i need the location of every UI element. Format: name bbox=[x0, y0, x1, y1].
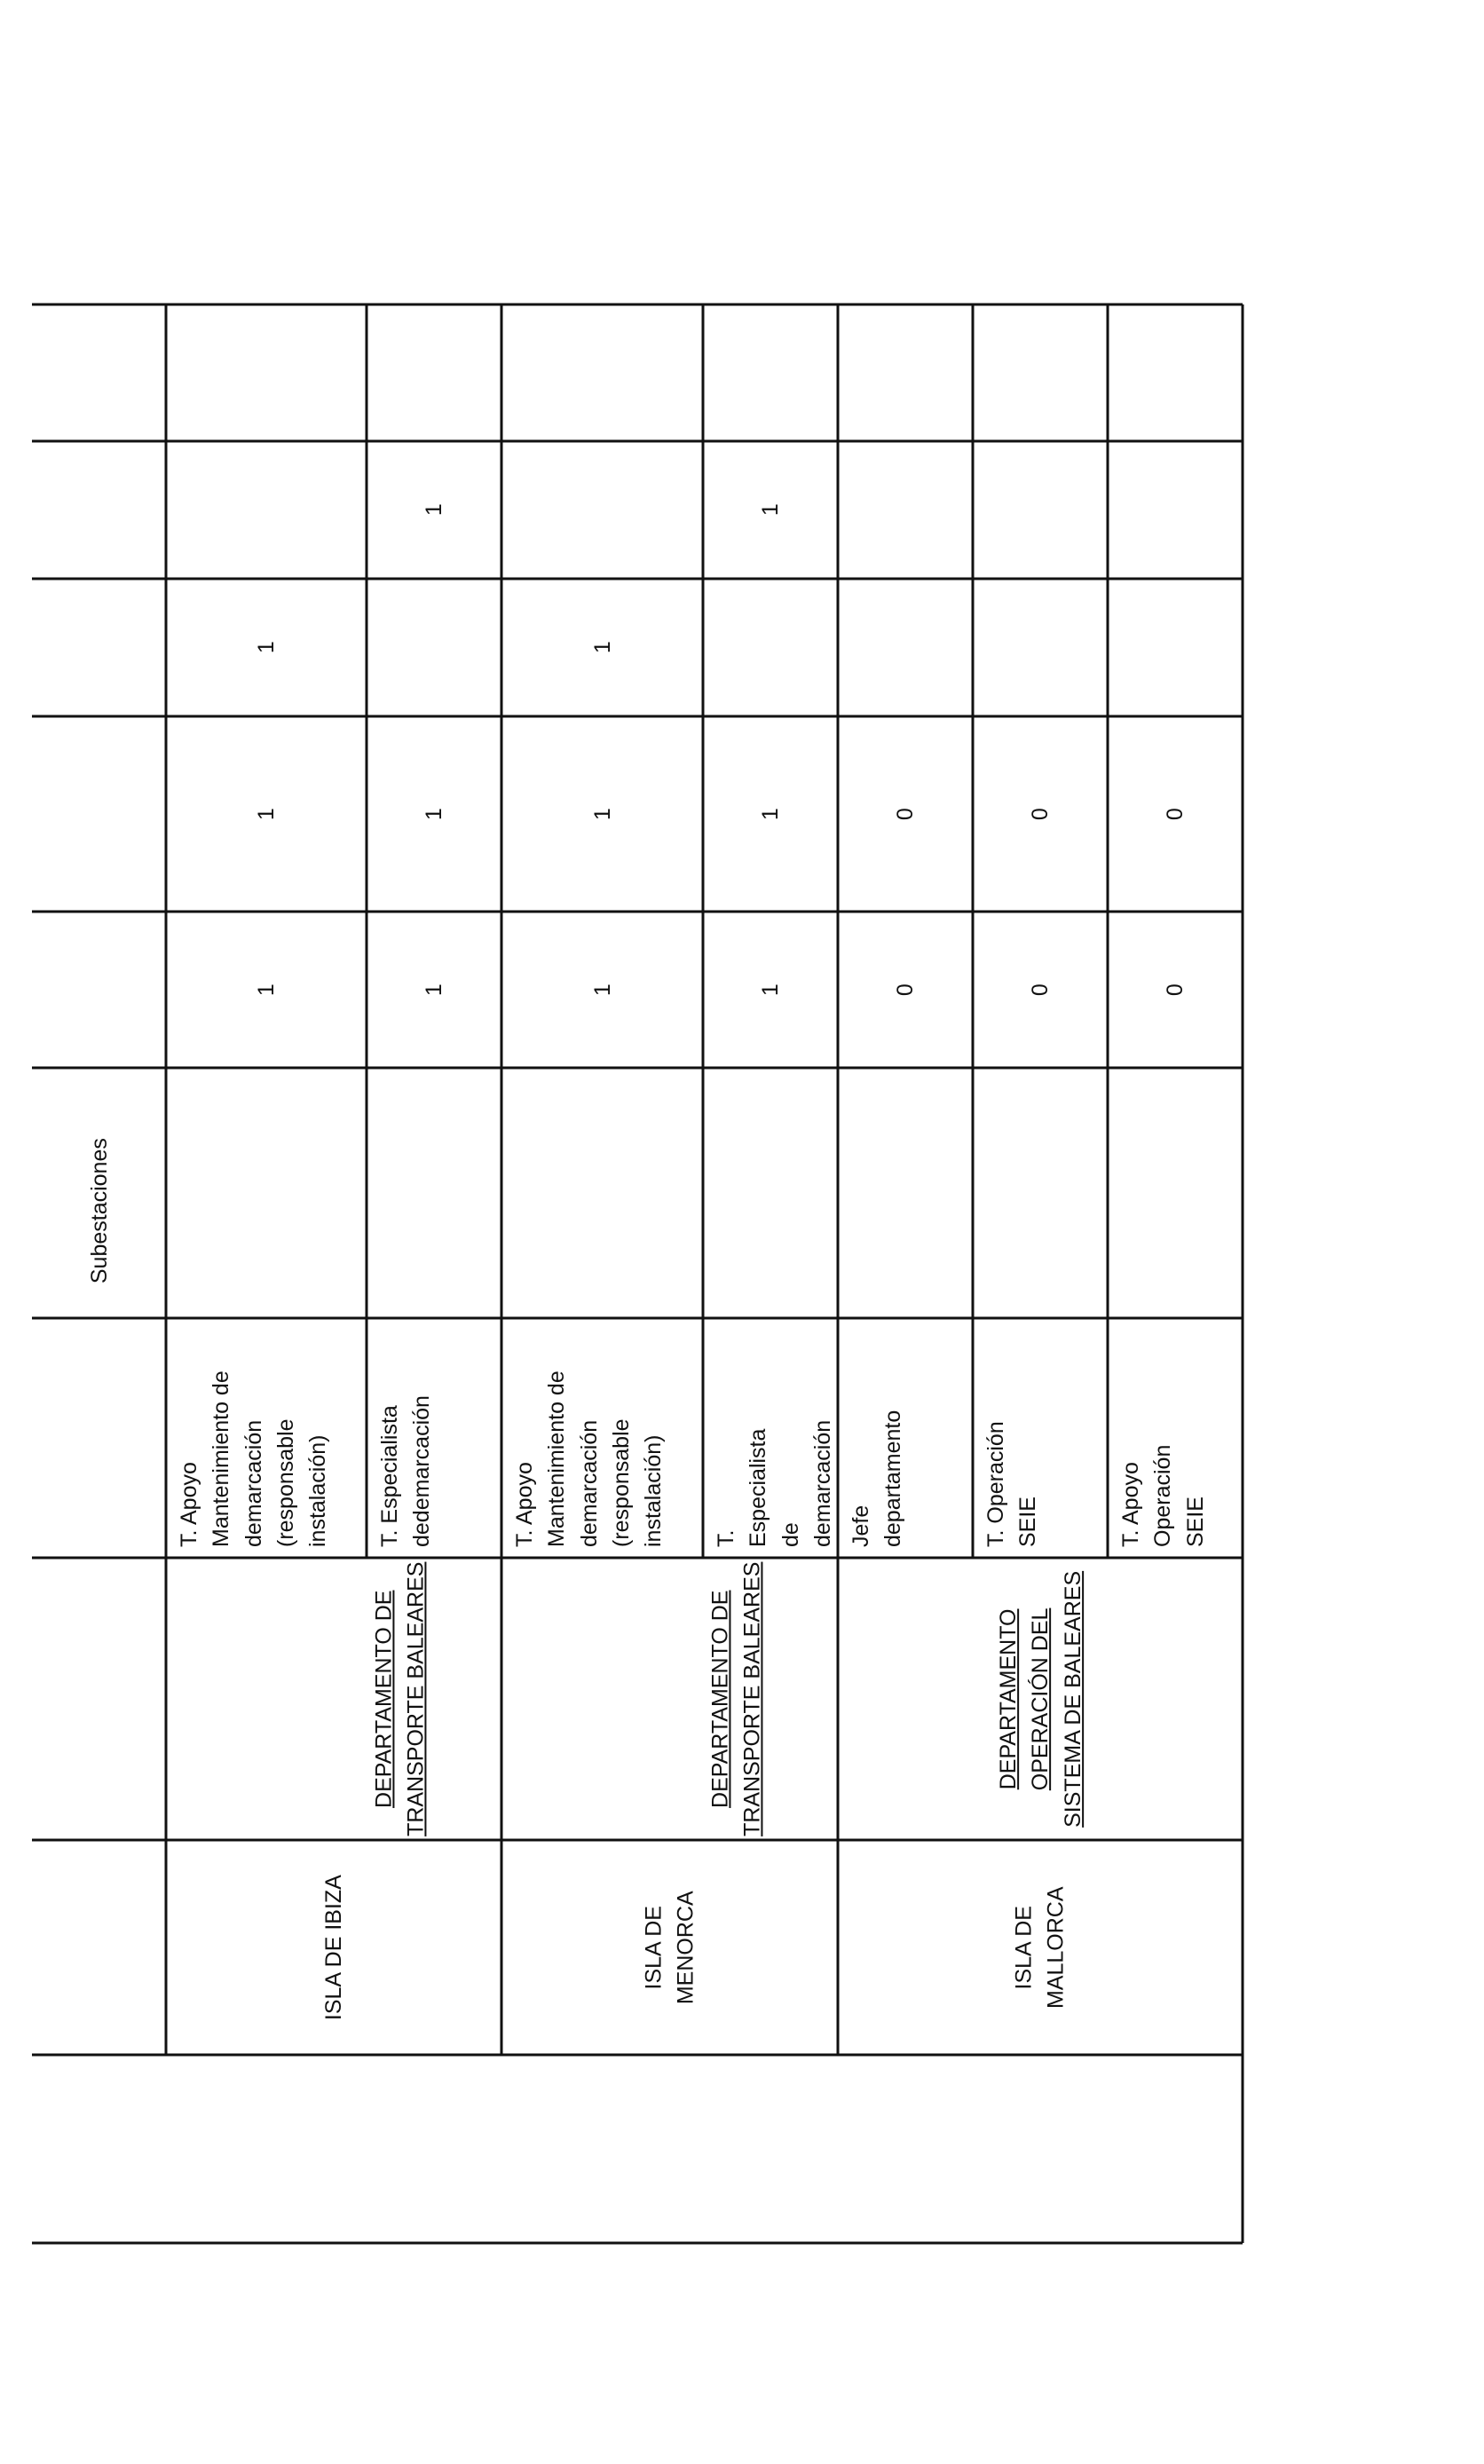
department-1-line1: DEPARTAMENTO DE bbox=[371, 1590, 397, 1808]
role-cell bbox=[166, 1318, 367, 1558]
value-number: 0 bbox=[1162, 808, 1188, 820]
value-number: 1 bbox=[421, 983, 446, 996]
department-3-line1: DEPARTAMENTO bbox=[995, 1608, 1021, 1789]
value-number: 1 bbox=[421, 503, 446, 517]
value-number: 1 bbox=[589, 808, 615, 820]
island-mallorca-line1: ISLA DE bbox=[1011, 1905, 1037, 1990]
department-1-cell bbox=[166, 1558, 501, 1840]
island-ibiza-label: ISLA DE IBIZA bbox=[320, 1875, 346, 2020]
value-cell-c2 bbox=[973, 716, 1108, 912]
value-number: 1 bbox=[757, 808, 783, 820]
department-2-line2: TRANSPORTE BALEARES bbox=[739, 1561, 765, 1836]
role-cell bbox=[838, 1318, 973, 1558]
value-cell-c1 bbox=[166, 912, 367, 1068]
value-number: 0 bbox=[1027, 808, 1053, 820]
value-number: 0 bbox=[892, 808, 918, 820]
value-cell-c3 bbox=[501, 579, 703, 716]
value-cell-c3 bbox=[367, 579, 501, 716]
department-2-line1: DEPARTAMENTO DE bbox=[707, 1590, 733, 1808]
island-mallorca-cell bbox=[838, 1840, 1243, 2055]
value-cell-c2 bbox=[501, 716, 703, 912]
role-label-line: Mantenimiento de bbox=[544, 1370, 570, 1547]
role-label-line: Jefe departamento bbox=[849, 1410, 906, 1547]
island-menorca-cell bbox=[501, 1840, 838, 2055]
value-cell-c1 bbox=[973, 912, 1108, 1068]
department-3-line2: OPERACIÓN DEL bbox=[1027, 1607, 1053, 1790]
value-cell-c4 bbox=[703, 441, 838, 579]
value-cell-c4 bbox=[166, 441, 367, 579]
value-cell-c1 bbox=[501, 912, 703, 1068]
header-subestaciones-cell bbox=[32, 1068, 166, 1318]
value-cell-c1 bbox=[367, 912, 501, 1068]
value-cell-c2 bbox=[1108, 716, 1243, 912]
island-mallorca-line2: MALLORCA bbox=[1043, 1886, 1069, 2009]
value-number: 1 bbox=[253, 808, 279, 820]
header-subestaciones: Subestaciones bbox=[86, 1137, 112, 1284]
role-label-line: demarcación bbox=[576, 1419, 602, 1547]
value-cell-c2 bbox=[166, 716, 367, 912]
value-cell-c3 bbox=[703, 579, 838, 716]
role-label-line: T. Especialista de bbox=[714, 1428, 803, 1547]
value-number: 1 bbox=[757, 503, 783, 517]
role-label-line: instalación) bbox=[641, 1434, 666, 1547]
value-number: 0 bbox=[892, 983, 918, 996]
value-cell-c4 bbox=[838, 441, 973, 579]
value-cell-c4 bbox=[973, 441, 1108, 579]
value-cell-c4 bbox=[367, 441, 501, 579]
role-label-line: (responsable bbox=[608, 1418, 634, 1547]
value-cell-c2 bbox=[367, 716, 501, 912]
value-cell-c3 bbox=[838, 579, 973, 716]
role-label-line: demarcación bbox=[809, 1419, 835, 1547]
department-3-cell bbox=[838, 1558, 1243, 1840]
value-cell-c1 bbox=[1108, 912, 1243, 1068]
role-label-line: dedemarcación bbox=[409, 1395, 435, 1547]
role-label-line: (responsable bbox=[272, 1418, 298, 1547]
department-2-cell bbox=[501, 1558, 838, 1840]
value-number: 1 bbox=[589, 641, 615, 654]
value-cell-c1 bbox=[838, 912, 973, 1068]
role-label-line: instalación) bbox=[305, 1434, 330, 1547]
value-number: 1 bbox=[589, 983, 615, 996]
role-label-line: T. Apoyo Operación bbox=[1118, 1444, 1176, 1547]
island-menorca-line1: ISLA DE bbox=[641, 1905, 667, 1990]
department-1-line2: TRANSPORTE BALEARES bbox=[403, 1561, 429, 1836]
island-menorca-line2: MENORCA bbox=[673, 1891, 699, 2004]
value-number: 0 bbox=[1027, 983, 1053, 996]
department-3-line3: SISTEMA DE BALEARES bbox=[1060, 1570, 1085, 1828]
role-cell bbox=[1108, 1318, 1243, 1558]
value-cell-c3 bbox=[973, 579, 1108, 716]
value-cell-c3 bbox=[166, 579, 367, 716]
role-label-line: T. Especialista bbox=[377, 1405, 402, 1547]
value-number: 1 bbox=[421, 808, 446, 820]
value-cell-c1 bbox=[703, 912, 838, 1068]
role-label-line: T. Apoyo bbox=[512, 1462, 537, 1547]
value-cell-c2 bbox=[703, 716, 838, 912]
role-label-line: demarcación bbox=[241, 1419, 266, 1547]
role-cell bbox=[973, 1318, 1108, 1558]
value-number: 1 bbox=[253, 641, 279, 654]
role-label-line: T. Operación SEIE bbox=[983, 1421, 1041, 1547]
role-label-line: Mantenimiento de bbox=[209, 1370, 234, 1547]
value-number: 1 bbox=[757, 983, 783, 996]
value-number: 1 bbox=[253, 983, 279, 996]
role-cell bbox=[703, 1318, 838, 1558]
value-number: 0 bbox=[1162, 983, 1188, 996]
island-ibiza-cell bbox=[166, 1840, 501, 2055]
role-cell bbox=[501, 1318, 703, 1558]
value-cell-c3 bbox=[1108, 579, 1243, 716]
role-cell bbox=[367, 1318, 501, 1558]
role-label-line: T. Apoyo bbox=[177, 1462, 201, 1547]
role-label-line: SEIE bbox=[1182, 1497, 1208, 1547]
value-cell-c4 bbox=[501, 441, 703, 579]
value-cell-c2 bbox=[838, 716, 973, 912]
value-cell-c4 bbox=[1108, 441, 1243, 579]
